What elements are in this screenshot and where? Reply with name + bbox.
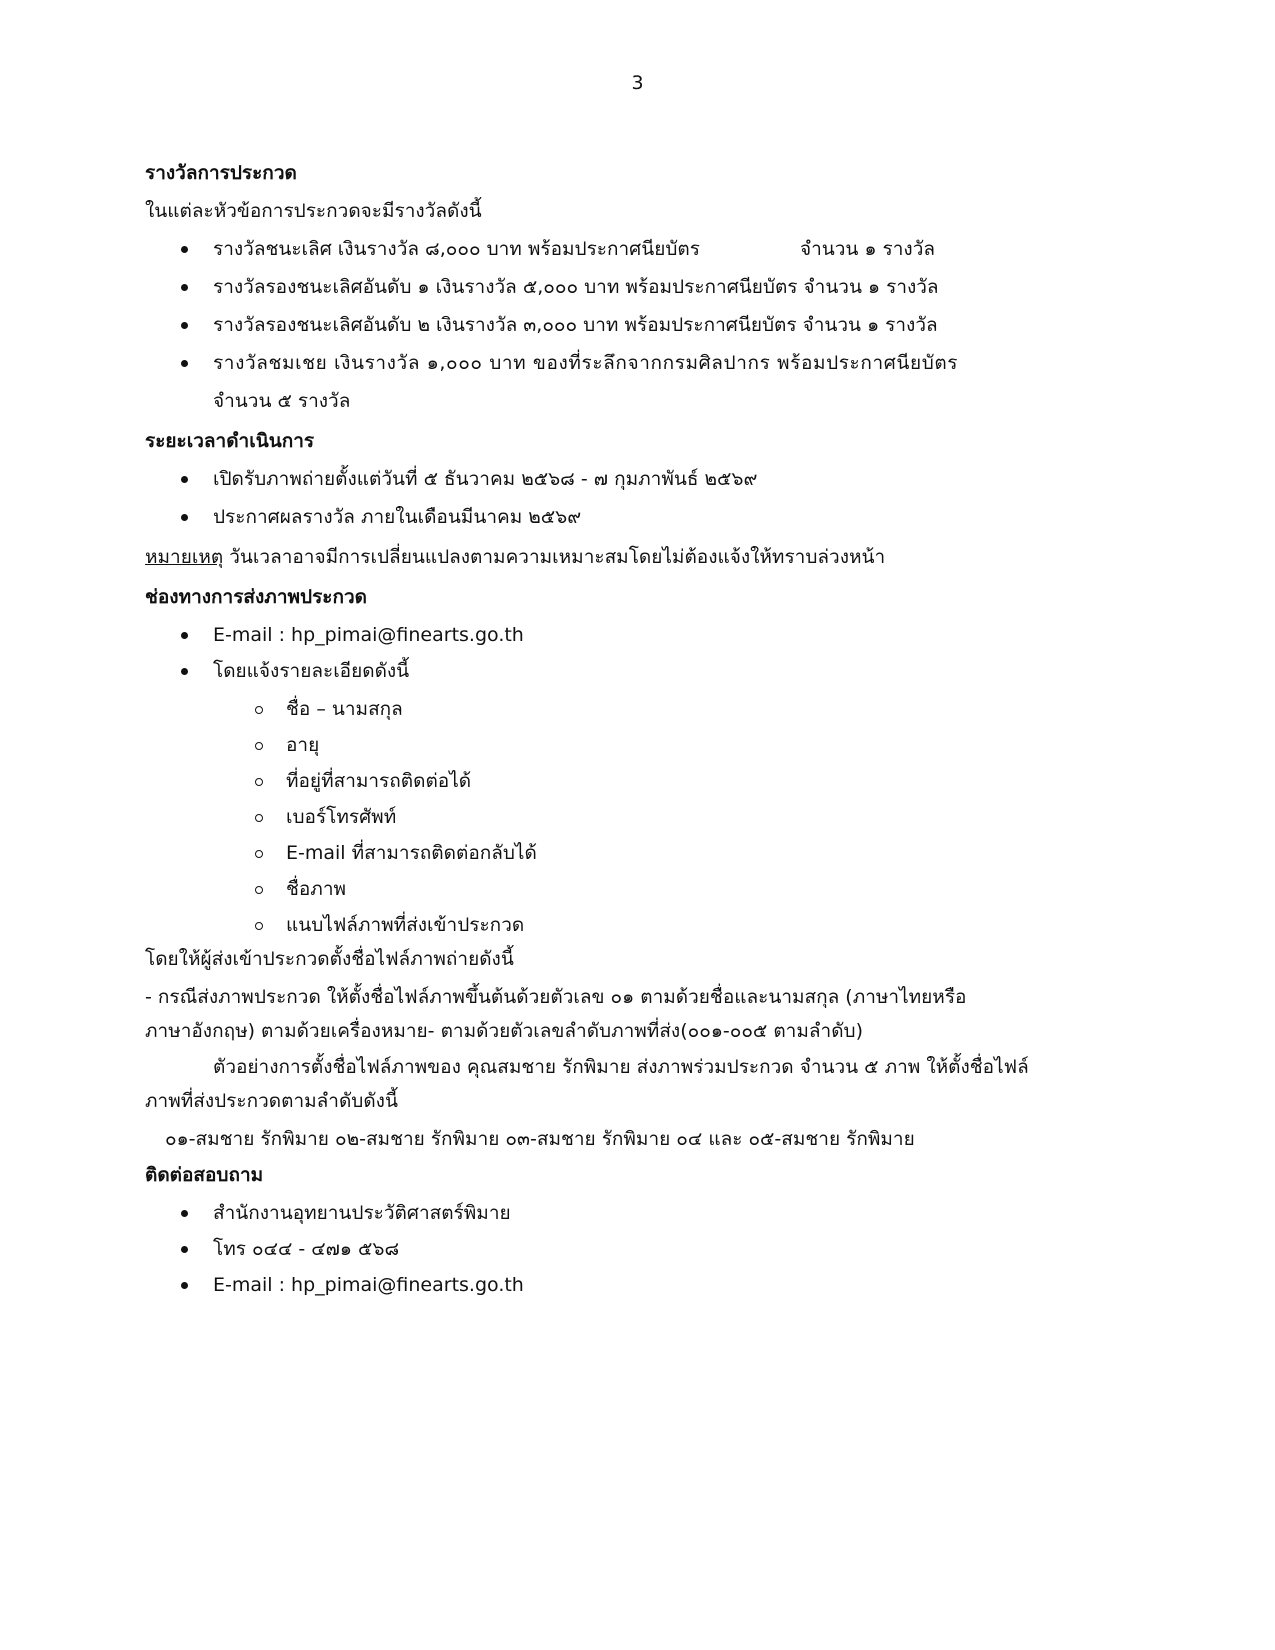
prize-count: จำนวน ๑ รางวัล (799, 238, 936, 260)
schedule-text: ประกาศผลรางวัล ภายในเดือนมีนาคม ๒๕๖๙ (213, 506, 582, 528)
naming-intro: โดยให้ผู้ส่งเข้าประกวดตั้งชื่อไฟล์ภาพถ่ายดังนี้ (145, 948, 514, 970)
circle-bullet-icon (255, 814, 263, 822)
contact-email[interactable]: E-mail : hp_pimai@finearts.go.th (213, 1274, 524, 1296)
bullet-icon (181, 514, 188, 521)
circle-bullet-icon (255, 706, 263, 714)
bullet-icon (181, 668, 188, 675)
bullet-icon (181, 322, 188, 329)
prize-text: รางวัลชนะเลิศ เงินรางวัล ๘,๐๐๐ บาท พร้อมประกาศนียบัตร (213, 238, 700, 260)
naming-rule-line-2: ภาษาอังกฤษ) ตามด้วยเครื่องหมาย- ตามด้วยตัวเลขลำดับภาพที่ส่ง(๐๐๑-๐๐๕ ตามลำดับ) (145, 1020, 864, 1042)
example-line-1: ตัวอย่างการตั้งชื่อไฟล์ภาพของ คุณสมชาย รักพิมาย ส่งภาพร่วมประกวด จำนวน ๕ ภาพ ให้ตั้งชื่อไฟล์ (213, 1056, 1029, 1078)
circle-bullet-icon (255, 886, 263, 894)
detail-text: E-mail ที่สามารถติดต่อกลับได้ (286, 842, 537, 864)
schedule-note (145, 544, 885, 570)
detail-text: แนบไฟล์ภาพที่ส่งเข้าประกวด (286, 914, 525, 936)
circle-bullet-icon (255, 742, 263, 750)
circle-bullet-icon (255, 850, 263, 858)
contact-phone: โทร ๐๔๔ - ๔๗๑ ๕๖๘ (213, 1238, 400, 1260)
circle-bullet-icon (255, 778, 263, 786)
detail-text: อายุ (286, 734, 320, 756)
prizes-intro: ในแต่ละหัวข้อการประกวดจะมีรางวัลดังนี้ (145, 200, 482, 222)
contact-heading: ติดต่อสอบถาม (145, 1164, 264, 1186)
prize-continuation: จำนวน ๕ รางวัล (213, 390, 351, 412)
submission-email[interactable]: E-mail : hp_pimai@finearts.go.th (213, 624, 524, 646)
example-file-names: ๐๑-สมชาย รักพิมาย ๐๒-สมชาย รักพิมาย ๐๓-สมชาย รักพิมาย ๐๔ และ ๐๕-สมชาย รักพิมาย (165, 1128, 915, 1150)
bullet-icon (181, 246, 188, 253)
note-label: หมายเหตุ (145, 546, 224, 568)
bullet-icon (181, 476, 188, 483)
bullet-icon (181, 1282, 188, 1289)
contact-office: สำนักงานอุทยานประวัติศาสตร์พิมาย (213, 1202, 511, 1224)
detail-text: ชื่อภาพ (286, 878, 347, 900)
bullet-icon (181, 360, 188, 367)
page-number: 3 (631, 72, 644, 94)
note-text: วันเวลาอาจมีการเปลี่ยนแปลงตามความเหมาะสมโดยไม่ต้องแจ้งให้ทราบล่วงหน้า (223, 546, 886, 568)
details-intro: โดยแจ้งรายละเอียดดังนี้ (213, 660, 410, 682)
schedule-text: เปิดรับภาพถ่ายตั้งแต่วันที่ ๕ ธันวาคม ๒๕๖๘ - ๗ กุมภาพันธ์ ๒๕๖๙ (213, 468, 758, 490)
prize-text: รางวัลชมเชย เงินรางวัล ๑,๐๐๐ บาท ของที่ระลึกจากกรมศิลปากร พร้อมประกาศนียบัตร (213, 352, 959, 374)
detail-text: ชื่อ – นามสกุล (286, 698, 403, 720)
bullet-icon (181, 1210, 188, 1217)
submission-heading: ช่องทางการส่งภาพประกวด (145, 586, 368, 608)
example-line-2: ภาพที่ส่งประกวดตามลำดับดังนี้ (145, 1090, 398, 1112)
prize-text: รางวัลรองชนะเลิศอันดับ ๑ เงินรางวัล ๕,๐๐๐ บาท พร้อมประกาศนียบัตร จำนวน ๑ รางวัล (213, 276, 939, 298)
schedule-heading: ระยะเวลาดำเนินการ (145, 430, 315, 452)
detail-text: ที่อยู่ที่สามารถติดต่อได้ (286, 770, 472, 792)
circle-bullet-icon (255, 922, 263, 930)
prizes-heading: รางวัลการประกวด (145, 162, 297, 184)
bullet-icon (181, 284, 188, 291)
bullet-icon (181, 632, 188, 639)
naming-rule-line-1: - กรณีส่งภาพประกวด ให้ตั้งชื่อไฟล์ภาพขึ้นต้นด้วยตัวเลข ๐๑ ตามด้วยชื่อและนามสกุล (ภาษาไทยหรือ (145, 986, 967, 1008)
detail-text: เบอร์โทรศัพท์ (286, 806, 397, 828)
prize-text: รางวัลรองชนะเลิศอันดับ ๒ เงินรางวัล ๓,๐๐๐ บาท พร้อมประกาศนียบัตร จำนวน ๑ รางวัล (213, 314, 938, 336)
bullet-icon (181, 1246, 188, 1253)
